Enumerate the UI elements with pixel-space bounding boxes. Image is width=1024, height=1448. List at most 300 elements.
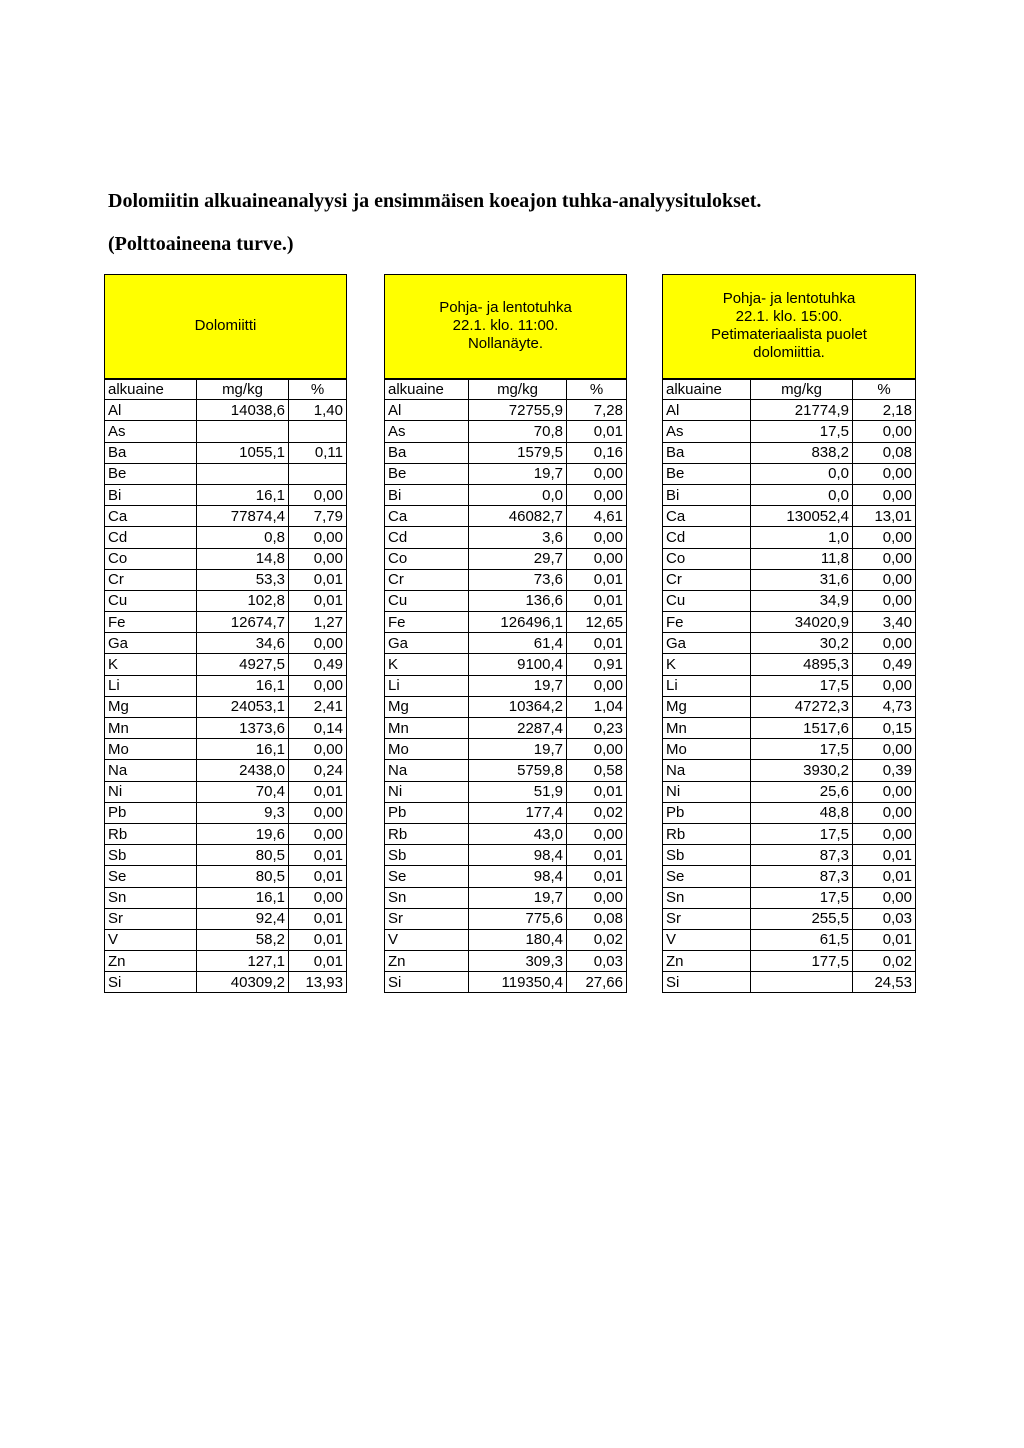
element-cell: Ga [105, 633, 197, 654]
element-cell: Se [105, 866, 197, 887]
mgkg-cell: 70,4 [197, 781, 289, 802]
percent-cell [289, 463, 347, 484]
percent-cell: 0,01 [567, 845, 627, 866]
mgkg-cell: 58,2 [197, 929, 289, 950]
table-row [105, 739, 347, 760]
mgkg-cell: 4895,3 [751, 654, 853, 675]
percent-cell: 0,00 [567, 484, 627, 505]
percent-cell: 7,28 [567, 400, 627, 421]
percent-cell: 0,03 [567, 951, 627, 972]
percent-cell: 0,02 [853, 951, 916, 972]
column-header-row [105, 379, 347, 400]
percent-cell: 0,00 [853, 675, 916, 696]
title-line-2: (Polttoaineena turve.) [108, 233, 294, 255]
table-row [385, 718, 627, 739]
mgkg-cell [197, 463, 289, 484]
mgkg-cell: 0,0 [469, 484, 567, 505]
element-cell: Be [385, 463, 469, 484]
table-title-cell [385, 275, 627, 379]
mgkg-cell: 12674,7 [197, 612, 289, 633]
percent-cell: 0,91 [567, 654, 627, 675]
percent-cell: 1,40 [289, 400, 347, 421]
element-cell: Mo [385, 739, 469, 760]
element-cell: Li [663, 675, 751, 696]
mgkg-cell: 61,5 [751, 929, 853, 950]
percent-cell: 0,11 [289, 442, 347, 463]
table-row [105, 548, 347, 569]
mgkg-cell: 16,1 [197, 739, 289, 760]
element-cell: Be [663, 463, 751, 484]
column-header: alkuaine [105, 379, 197, 400]
element-cell: Sn [663, 887, 751, 908]
element-cell: Bi [385, 484, 469, 505]
element-cell: Pb [385, 802, 469, 823]
table-row [663, 506, 916, 527]
percent-cell: 0,00 [853, 739, 916, 760]
percent-cell: 24,53 [853, 972, 916, 993]
mgkg-cell: 136,6 [469, 590, 567, 611]
percent-cell: 0,00 [567, 527, 627, 548]
element-cell: Bi [663, 484, 751, 505]
mgkg-cell: 43,0 [469, 823, 567, 844]
mgkg-cell: 30,2 [751, 633, 853, 654]
element-cell: Mo [663, 739, 751, 760]
element-cell: Cu [663, 590, 751, 611]
percent-cell: 0,00 [567, 887, 627, 908]
table-title-line: Dolomiitti [194, 317, 257, 335]
table-row [385, 548, 627, 569]
mgkg-cell: 25,6 [751, 781, 853, 802]
table-row [663, 845, 916, 866]
mgkg-cell: 77874,4 [197, 506, 289, 527]
element-cell: Ca [105, 506, 197, 527]
percent-cell: 0,01 [567, 781, 627, 802]
table-header-row [385, 275, 627, 379]
mgkg-cell: 309,3 [469, 951, 567, 972]
table-row [663, 951, 916, 972]
mgkg-cell: 2438,0 [197, 760, 289, 781]
mgkg-cell: 70,8 [469, 421, 567, 442]
element-cell: Si [385, 972, 469, 993]
percent-cell: 0,00 [567, 463, 627, 484]
element-cell: Mg [663, 696, 751, 717]
mgkg-cell: 1517,6 [751, 718, 853, 739]
table-row [385, 908, 627, 929]
element-cell: Pb [663, 802, 751, 823]
percent-cell: 13,93 [289, 972, 347, 993]
element-cell: Ni [105, 781, 197, 802]
table-row [663, 421, 916, 442]
percent-cell: 0,08 [853, 442, 916, 463]
mgkg-cell: 130052,4 [751, 506, 853, 527]
percent-cell: 0,01 [853, 929, 916, 950]
mgkg-cell: 72755,9 [469, 400, 567, 421]
percent-cell: 0,49 [853, 654, 916, 675]
percent-cell: 0,00 [853, 802, 916, 823]
table-row [385, 929, 627, 950]
percent-cell: 3,40 [853, 612, 916, 633]
mgkg-cell: 838,2 [751, 442, 853, 463]
mgkg-cell: 0,0 [751, 463, 853, 484]
percent-cell: 0,00 [853, 633, 916, 654]
table-row [663, 929, 916, 950]
percent-cell: 0,00 [567, 739, 627, 760]
percent-cell: 0,00 [853, 527, 916, 548]
mgkg-cell: 9,3 [197, 802, 289, 823]
mgkg-cell: 17,5 [751, 421, 853, 442]
element-cell: K [385, 654, 469, 675]
element-cell: Se [663, 866, 751, 887]
element-cell: K [105, 654, 197, 675]
percent-cell: 0,00 [853, 548, 916, 569]
mgkg-cell: 80,5 [197, 845, 289, 866]
mgkg-cell: 17,5 [751, 823, 853, 844]
table-title-line: Pohja- ja lentotuhka [722, 290, 856, 308]
mgkg-cell: 1373,6 [197, 718, 289, 739]
percent-cell: 0,01 [853, 866, 916, 887]
element-cell: As [385, 421, 469, 442]
mgkg-cell: 31,6 [751, 569, 853, 590]
element-cell: Ba [663, 442, 751, 463]
table-row [663, 590, 916, 611]
mgkg-cell: 48,8 [751, 802, 853, 823]
element-cell: Sb [105, 845, 197, 866]
title-line-1: Dolomiitin alkuaineanalyysi ja ensimmäisen koeajon tuhka-analyysitulokset. [108, 190, 762, 212]
table-row [663, 527, 916, 548]
mgkg-cell: 34020,9 [751, 612, 853, 633]
percent-cell: 0,00 [289, 739, 347, 760]
percent-cell: 0,01 [567, 866, 627, 887]
mgkg-cell: 14,8 [197, 548, 289, 569]
element-cell: Mn [663, 718, 751, 739]
percent-cell: 0,01 [289, 845, 347, 866]
percent-cell: 0,01 [289, 951, 347, 972]
element-cell: Na [663, 760, 751, 781]
percent-cell: 0,15 [853, 718, 916, 739]
element-cell: Bi [105, 484, 197, 505]
table-row [663, 612, 916, 633]
mgkg-cell: 17,5 [751, 675, 853, 696]
table-row [105, 760, 347, 781]
element-cell: Be [105, 463, 197, 484]
element-cell: Si [105, 972, 197, 993]
table-row [385, 484, 627, 505]
table-row [105, 823, 347, 844]
percent-cell: 1,27 [289, 612, 347, 633]
table-row [663, 972, 916, 993]
table-row [385, 739, 627, 760]
table-row [105, 590, 347, 611]
element-cell: Na [105, 760, 197, 781]
table-row [105, 972, 347, 993]
percent-cell: 4,73 [853, 696, 916, 717]
mgkg-cell: 87,3 [751, 845, 853, 866]
percent-cell: 0,01 [567, 590, 627, 611]
column-header: % [567, 379, 627, 400]
element-cell: Si [663, 972, 751, 993]
table-row [663, 484, 916, 505]
percent-cell: 0,00 [853, 569, 916, 590]
percent-cell: 0,02 [567, 929, 627, 950]
column-header: mg/kg [469, 379, 567, 400]
table-row [663, 802, 916, 823]
element-cell: Mg [105, 696, 197, 717]
element-cell: Pb [105, 802, 197, 823]
column-header: % [289, 379, 347, 400]
table-row [663, 823, 916, 844]
table-row [663, 569, 916, 590]
table-title-line: 22.1. klo. 11:00. [452, 317, 559, 335]
mgkg-cell: 51,9 [469, 781, 567, 802]
mgkg-cell: 0,0 [751, 484, 853, 505]
percent-cell: 0,00 [853, 823, 916, 844]
mgkg-cell: 0,8 [197, 527, 289, 548]
element-cell: Fe [385, 612, 469, 633]
element-cell: V [105, 929, 197, 950]
table-row [105, 781, 347, 802]
mgkg-cell: 17,5 [751, 739, 853, 760]
table-row [663, 908, 916, 929]
table-row [663, 463, 916, 484]
element-cell: Sb [663, 845, 751, 866]
table-title-line: Nollanäyte. [467, 335, 544, 353]
element-cell: Mo [105, 739, 197, 760]
element-cell: Li [385, 675, 469, 696]
element-cell: Ga [663, 633, 751, 654]
percent-cell: 0,00 [853, 463, 916, 484]
percent-cell: 27,66 [567, 972, 627, 993]
mgkg-cell [751, 972, 853, 993]
percent-cell: 0,00 [567, 823, 627, 844]
element-cell: Na [385, 760, 469, 781]
element-cell: Al [385, 400, 469, 421]
percent-cell: 0,01 [289, 866, 347, 887]
percent-cell: 0,01 [289, 781, 347, 802]
table-title-line: 22.1. klo. 15:00. [735, 308, 843, 326]
table-header-row [663, 275, 916, 379]
mgkg-cell: 19,6 [197, 823, 289, 844]
element-cell: Co [105, 548, 197, 569]
percent-cell: 0,02 [567, 802, 627, 823]
element-cell: Sn [105, 887, 197, 908]
percent-cell: 0,08 [567, 908, 627, 929]
table-row [105, 802, 347, 823]
table-row [105, 845, 347, 866]
table-row [105, 400, 347, 421]
element-cell: Mn [105, 718, 197, 739]
table-row [663, 739, 916, 760]
percent-cell: 12,65 [567, 612, 627, 633]
element-cell: Ga [385, 633, 469, 654]
percent-cell [289, 421, 347, 442]
mgkg-cell: 16,1 [197, 484, 289, 505]
percent-cell: 0,49 [289, 654, 347, 675]
table-row [385, 972, 627, 993]
element-cell: Cd [385, 527, 469, 548]
table-title-line: Pohja- ja lentotuhka [439, 299, 572, 317]
percent-cell: 13,01 [853, 506, 916, 527]
element-cell: Se [385, 866, 469, 887]
mgkg-cell: 5759,8 [469, 760, 567, 781]
mgkg-cell: 775,6 [469, 908, 567, 929]
table-row [385, 823, 627, 844]
table-row [385, 463, 627, 484]
mgkg-cell: 47272,3 [751, 696, 853, 717]
mgkg-cell: 16,1 [197, 887, 289, 908]
element-cell: Cr [105, 569, 197, 590]
mgkg-cell: 53,3 [197, 569, 289, 590]
percent-cell: 0,00 [289, 484, 347, 505]
mgkg-cell: 80,5 [197, 866, 289, 887]
percent-cell: 0,14 [289, 718, 347, 739]
column-header: alkuaine [385, 379, 469, 400]
element-cell: Rb [663, 823, 751, 844]
element-cell: Li [105, 675, 197, 696]
table-row [105, 675, 347, 696]
mgkg-cell: 40309,2 [197, 972, 289, 993]
table-row [385, 845, 627, 866]
table-row [663, 675, 916, 696]
table-row [385, 421, 627, 442]
percent-cell: 0,16 [567, 442, 627, 463]
table-row [385, 612, 627, 633]
element-cell: Fe [663, 612, 751, 633]
mgkg-cell: 102,8 [197, 590, 289, 611]
table-row [385, 802, 627, 823]
percent-cell: 0,00 [853, 484, 916, 505]
element-cell: Fe [105, 612, 197, 633]
mgkg-cell: 127,1 [197, 951, 289, 972]
column-header-row [385, 379, 627, 400]
percent-cell: 0,00 [853, 887, 916, 908]
mgkg-cell: 34,9 [751, 590, 853, 611]
mgkg-cell: 1579,5 [469, 442, 567, 463]
column-header: mg/kg [751, 379, 853, 400]
mgkg-cell: 46082,7 [469, 506, 567, 527]
mgkg-cell: 126496,1 [469, 612, 567, 633]
percent-cell: 0,01 [567, 569, 627, 590]
table-row [105, 463, 347, 484]
table-row [105, 633, 347, 654]
column-header: alkuaine [663, 379, 751, 400]
table-row [105, 484, 347, 505]
element-cell: Zn [385, 951, 469, 972]
percent-cell: 0,00 [853, 590, 916, 611]
element-cell: Co [385, 548, 469, 569]
table-dolomiittia [662, 274, 916, 993]
table-dolomiitti [104, 274, 347, 993]
table-row [385, 675, 627, 696]
table-row [385, 400, 627, 421]
percent-cell: 0,00 [289, 802, 347, 823]
table-row [385, 590, 627, 611]
mgkg-cell: 87,3 [751, 866, 853, 887]
element-cell: As [105, 421, 197, 442]
element-cell: As [663, 421, 751, 442]
mgkg-cell: 177,4 [469, 802, 567, 823]
table-row [385, 569, 627, 590]
mgkg-cell: 19,7 [469, 739, 567, 760]
mgkg-cell: 3930,2 [751, 760, 853, 781]
table-row [385, 866, 627, 887]
element-cell: Al [105, 400, 197, 421]
element-cell: Sn [385, 887, 469, 908]
table-row [385, 506, 627, 527]
table-row [105, 718, 347, 739]
element-cell: Zn [105, 951, 197, 972]
percent-cell: 0,00 [567, 675, 627, 696]
table-row [105, 569, 347, 590]
table-row [105, 421, 347, 442]
table-row [105, 612, 347, 633]
percent-cell: 2,18 [853, 400, 916, 421]
column-header-row [663, 379, 916, 400]
percent-cell: 0,00 [853, 781, 916, 802]
percent-cell: 0,00 [289, 548, 347, 569]
mgkg-cell: 177,5 [751, 951, 853, 972]
percent-cell: 0,00 [289, 887, 347, 908]
table-row [663, 442, 916, 463]
table-row [385, 442, 627, 463]
table-row [663, 760, 916, 781]
percent-cell: 0,00 [853, 421, 916, 442]
mgkg-cell: 61,4 [469, 633, 567, 654]
document-title [108, 180, 988, 266]
element-cell: Sr [663, 908, 751, 929]
element-cell: Ni [385, 781, 469, 802]
table-row [663, 548, 916, 569]
table-row [105, 951, 347, 972]
table-row [663, 400, 916, 421]
percent-cell: 0,01 [567, 421, 627, 442]
table-row [663, 633, 916, 654]
percent-cell: 0,23 [567, 718, 627, 739]
percent-cell: 1,04 [567, 696, 627, 717]
mgkg-cell: 19,7 [469, 887, 567, 908]
element-cell: Rb [385, 823, 469, 844]
table-row [663, 654, 916, 675]
mgkg-cell: 119350,4 [469, 972, 567, 993]
element-cell: Zn [663, 951, 751, 972]
mgkg-cell: 92,4 [197, 908, 289, 929]
percent-cell: 0,24 [289, 760, 347, 781]
table-row [663, 781, 916, 802]
table-row [105, 696, 347, 717]
mgkg-cell: 2287,4 [469, 718, 567, 739]
table-row [663, 718, 916, 739]
percent-cell: 0,01 [289, 929, 347, 950]
mgkg-cell: 19,7 [469, 675, 567, 696]
column-header: % [853, 379, 916, 400]
mgkg-cell: 29,7 [469, 548, 567, 569]
element-cell: Cu [105, 590, 197, 611]
element-cell: V [385, 929, 469, 950]
element-cell: Rb [105, 823, 197, 844]
percent-cell: 7,79 [289, 506, 347, 527]
table-row [105, 506, 347, 527]
table-row [385, 781, 627, 802]
percent-cell: 0,58 [567, 760, 627, 781]
table-row [663, 696, 916, 717]
percent-cell: 0,01 [853, 845, 916, 866]
element-cell: Ca [385, 506, 469, 527]
table-header-row [105, 275, 347, 379]
percent-cell: 0,01 [289, 590, 347, 611]
element-cell: Ni [663, 781, 751, 802]
table-row [105, 908, 347, 929]
mgkg-cell: 11,8 [751, 548, 853, 569]
percent-cell: 0,01 [567, 633, 627, 654]
